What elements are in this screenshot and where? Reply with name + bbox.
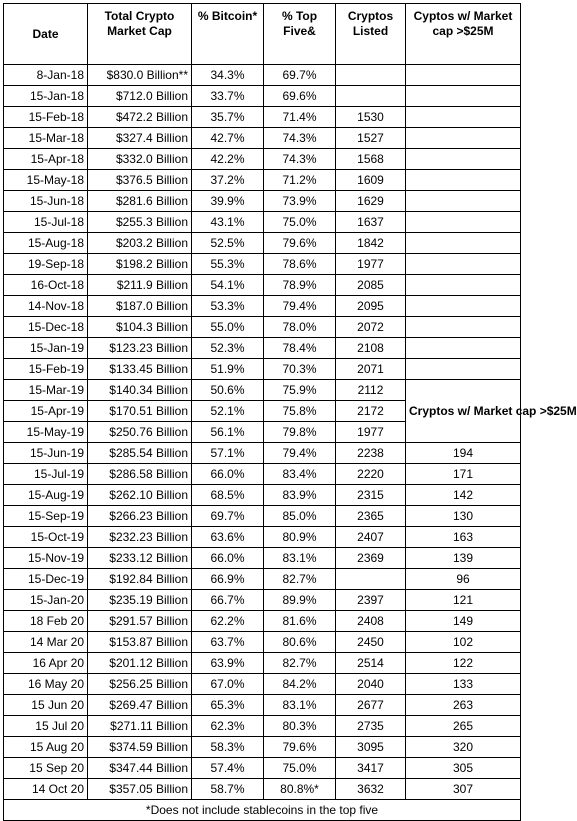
cell-cryptos-over-25m: [406, 170, 521, 191]
cell-date: 15-Aug-18: [4, 233, 88, 254]
cell-market-cap: $255.3 Billion: [88, 212, 192, 233]
cell-date: 15-Feb-18: [4, 107, 88, 128]
cell-market-cap: $332.0 Billion: [88, 149, 192, 170]
cell-bitcoin-share: 52.5%: [192, 233, 264, 254]
cell-date: 18 Feb 20: [4, 611, 88, 632]
table-header: [4, 4, 521, 65]
cell-market-cap: $235.19 Billion: [88, 590, 192, 611]
cell-market-cap: $285.54 Billion: [88, 443, 192, 464]
cell-cryptos-over-25m: [406, 317, 521, 338]
cell-top-five-share: 71.2%: [264, 170, 336, 191]
cell-cryptos-listed: 2085: [336, 275, 406, 296]
cell-cryptos-over-25m: [406, 359, 521, 380]
cell-cryptos-over-25m: [406, 149, 521, 170]
cell-cryptos-listed: 3632: [336, 779, 406, 800]
cell-cryptos-over-25m: [406, 296, 521, 317]
cell-top-five-share: 82.7%: [264, 569, 336, 590]
table-row: [4, 695, 521, 716]
cell-bitcoin-share: 52.3%: [192, 338, 264, 359]
cell-cryptos-listed: 2071: [336, 359, 406, 380]
cell-cryptos-listed: 3095: [336, 737, 406, 758]
cell-cryptos-listed: [336, 65, 406, 86]
cell-top-five-share: 83.1%: [264, 695, 336, 716]
cell-market-cap: $201.12 Billion: [88, 653, 192, 674]
cell-market-cap: $123.23 Billion: [88, 338, 192, 359]
cell-top-five-share: 79.8%: [264, 422, 336, 443]
cell-date: 15-Apr-18: [4, 149, 88, 170]
cell-market-cap: $203.2 Billion: [88, 233, 192, 254]
cell-top-five-share: 80.9%: [264, 527, 336, 548]
cell-market-cap: $376.5 Billion: [88, 170, 192, 191]
cell-date: 15 Jul 20: [4, 716, 88, 737]
cell-cryptos-listed: 2172: [336, 401, 406, 422]
cell-top-five-share: 78.9%: [264, 275, 336, 296]
header-market-cap: Total Crypto Market Cap: [88, 4, 192, 65]
cell-bitcoin-share: 56.1%: [192, 422, 264, 443]
cell-top-five-share: 79.6%: [264, 233, 336, 254]
cell-market-cap: $281.6 Billion: [88, 191, 192, 212]
cell-cryptos-listed: 2220: [336, 464, 406, 485]
cell-market-cap: $170.51 Billion: [88, 401, 192, 422]
cell-date: 14 Mar 20: [4, 632, 88, 653]
cell-market-cap: $830.0 Billion**: [88, 65, 192, 86]
cell-cryptos-over-25m: 163: [406, 527, 521, 548]
cell-bitcoin-share: 34.3%: [192, 65, 264, 86]
cell-market-cap: $286.58 Billion: [88, 464, 192, 485]
cell-cryptos-listed: 2369: [336, 548, 406, 569]
table-row: [4, 590, 521, 611]
cell-cryptos-listed: 2407: [336, 527, 406, 548]
footnote: *Does not include stablecoins in the top five: [4, 800, 521, 821]
table-row: [4, 191, 521, 212]
cell-cryptos-listed: [336, 86, 406, 107]
cell-cryptos-over-25m: 142: [406, 485, 521, 506]
cell-date: 15-Jul-18: [4, 212, 88, 233]
table-row: [4, 254, 521, 275]
cell-top-five-share: 80.8%*: [264, 779, 336, 800]
header-cryptos-over-25m: Cyptos w/ Market cap >$25M: [406, 4, 521, 65]
cell-cryptos-over-25m: 263: [406, 695, 521, 716]
table-row: [4, 632, 521, 653]
cell-market-cap: $262.10 Billion: [88, 485, 192, 506]
cell-top-five-share: 75.0%: [264, 212, 336, 233]
cell-top-five-share: 75.8%: [264, 401, 336, 422]
cell-bitcoin-share: 53.3%: [192, 296, 264, 317]
cell-cryptos-over-25m: [406, 338, 521, 359]
cell-top-five-share: 78.4%: [264, 338, 336, 359]
table-row: [4, 275, 521, 296]
cell-date: 15-Jan-20: [4, 590, 88, 611]
cell-bitcoin-share: 68.5%: [192, 485, 264, 506]
cell-bitcoin-share: 58.7%: [192, 779, 264, 800]
table-row: [4, 485, 521, 506]
cell-bitcoin-share: 43.1%: [192, 212, 264, 233]
cell-cryptos-listed: 1637: [336, 212, 406, 233]
cell-cryptos-listed: 1977: [336, 422, 406, 443]
cell-date: 15-Sep-19: [4, 506, 88, 527]
cell-cryptos-listed: 2072: [336, 317, 406, 338]
cell-bitcoin-share: 57.4%: [192, 758, 264, 779]
table-row: [4, 758, 521, 779]
cell-bitcoin-share: 52.1%: [192, 401, 264, 422]
cell-cryptos-listed: 1568: [336, 149, 406, 170]
cell-date: 16-Oct-18: [4, 275, 88, 296]
cell-bitcoin-share: 66.9%: [192, 569, 264, 590]
cell-cryptos-listed: 1842: [336, 233, 406, 254]
cell-top-five-share: 79.6%: [264, 737, 336, 758]
cell-cryptos-listed: 2108: [336, 338, 406, 359]
cell-market-cap: $187.0 Billion: [88, 296, 192, 317]
table-row: [4, 443, 521, 464]
cell-cryptos-listed: 2112: [336, 380, 406, 401]
subheader-cryptos-over-25m: Cryptos w/ Market cap >$25M: [406, 380, 521, 443]
cell-cryptos-over-25m: [406, 233, 521, 254]
cell-bitcoin-share: 67.0%: [192, 674, 264, 695]
table-row: [4, 569, 521, 590]
cell-market-cap: $192.84 Billion: [88, 569, 192, 590]
cell-date: 15-Apr-19: [4, 401, 88, 422]
cell-top-five-share: 74.3%: [264, 149, 336, 170]
header-bitcoin-share: % Bitcoin*: [192, 4, 264, 65]
cell-market-cap: $472.2 Billion: [88, 107, 192, 128]
cell-date: 15-Mar-19: [4, 380, 88, 401]
cell-cryptos-over-25m: 121: [406, 590, 521, 611]
cell-bitcoin-share: 63.9%: [192, 653, 264, 674]
table-row: [4, 212, 521, 233]
crypto-market-table: [3, 3, 577, 821]
table-row: [4, 527, 521, 548]
cell-date: 15-May-18: [4, 170, 88, 191]
cell-bitcoin-share: 50.6%: [192, 380, 264, 401]
table-row: [4, 464, 521, 485]
footnote-row: [4, 800, 521, 821]
cell-market-cap: $233.12 Billion: [88, 548, 192, 569]
cell-cryptos-over-25m: 133: [406, 674, 521, 695]
header-row: [4, 4, 521, 65]
table-row: [4, 611, 521, 632]
cell-cryptos-over-25m: [406, 107, 521, 128]
cell-market-cap: $291.57 Billion: [88, 611, 192, 632]
table-row: [4, 716, 521, 737]
cell-cryptos-over-25m: 102: [406, 632, 521, 653]
cell-market-cap: $271.11 Billion: [88, 716, 192, 737]
table-row: [4, 737, 521, 758]
cell-top-five-share: 83.4%: [264, 464, 336, 485]
cell-top-five-share: 80.6%: [264, 632, 336, 653]
cell-bitcoin-share: 63.6%: [192, 527, 264, 548]
cell-cryptos-over-25m: 149: [406, 611, 521, 632]
cell-top-five-share: 78.6%: [264, 254, 336, 275]
cell-cryptos-listed: 2040: [336, 674, 406, 695]
cell-market-cap: $357.05 Billion: [88, 779, 192, 800]
cell-market-cap: $374.59 Billion: [88, 737, 192, 758]
cell-cryptos-over-25m: [406, 254, 521, 275]
cell-top-five-share: 79.4%: [264, 296, 336, 317]
cell-date: 15 Aug 20: [4, 737, 88, 758]
cell-top-five-share: 70.3%: [264, 359, 336, 380]
cell-bitcoin-share: 42.7%: [192, 128, 264, 149]
cell-top-five-share: 74.3%: [264, 128, 336, 149]
cell-cryptos-listed: 3417: [336, 758, 406, 779]
cell-date: 8-Jan-18: [4, 65, 88, 86]
cell-cryptos-over-25m: [406, 128, 521, 149]
cell-market-cap: $140.34 Billion: [88, 380, 192, 401]
table-row: [4, 128, 521, 149]
cell-top-five-share: 79.4%: [264, 443, 336, 464]
header-cryptos-listed: Cryptos Listed: [336, 4, 406, 65]
table-row: [4, 380, 521, 401]
cell-bitcoin-share: 65.3%: [192, 695, 264, 716]
cell-date: 15-Feb-19: [4, 359, 88, 380]
cell-bitcoin-share: 37.2%: [192, 170, 264, 191]
cell-date: 15-Jan-19: [4, 338, 88, 359]
cell-date: 15-Nov-19: [4, 548, 88, 569]
cell-date: 15-Jun-18: [4, 191, 88, 212]
cell-cryptos-over-25m: 194: [406, 443, 521, 464]
cell-cryptos-listed: 1530: [336, 107, 406, 128]
cell-market-cap: $256.25 Billion: [88, 674, 192, 695]
cell-bitcoin-share: 62.3%: [192, 716, 264, 737]
cell-date: 15-Jun-19: [4, 443, 88, 464]
table-row: [4, 506, 521, 527]
cell-market-cap: $153.87 Billion: [88, 632, 192, 653]
cell-bitcoin-share: 63.7%: [192, 632, 264, 653]
cell-top-five-share: 71.4%: [264, 107, 336, 128]
cell-bitcoin-share: 66.7%: [192, 590, 264, 611]
cell-date: 14 Oct 20: [4, 779, 88, 800]
cell-top-five-share: 83.1%: [264, 548, 336, 569]
cell-date: 15 Jun 20: [4, 695, 88, 716]
cell-bitcoin-share: 54.1%: [192, 275, 264, 296]
cell-cryptos-over-25m: 96: [406, 569, 521, 590]
cell-date: 15-Dec-18: [4, 317, 88, 338]
cell-top-five-share: 75.9%: [264, 380, 336, 401]
cell-cryptos-listed: 1977: [336, 254, 406, 275]
table-row: [4, 65, 521, 86]
cell-market-cap: $327.4 Billion: [88, 128, 192, 149]
table-row: [4, 170, 521, 191]
header-top-five-share: % Top Five&: [264, 4, 336, 65]
cell-date: 15-Jan-18: [4, 86, 88, 107]
cell-cryptos-listed: 2450: [336, 632, 406, 653]
cell-market-cap: $104.3 Billion: [88, 317, 192, 338]
cell-bitcoin-share: 55.0%: [192, 317, 264, 338]
table-body: [4, 65, 577, 800]
table-row: [4, 653, 521, 674]
cell-cryptos-over-25m: 265: [406, 716, 521, 737]
cell-date: 15-Jul-19: [4, 464, 88, 485]
cell-cryptos-listed: 2238: [336, 443, 406, 464]
cell-market-cap: $211.9 Billion: [88, 275, 192, 296]
table-row: [4, 296, 521, 317]
cell-date: 15-Mar-18: [4, 128, 88, 149]
cell-cryptos-over-25m: [406, 191, 521, 212]
cell-bitcoin-share: 66.0%: [192, 464, 264, 485]
cell-date: 19-Sep-18: [4, 254, 88, 275]
cell-bitcoin-share: 66.0%: [192, 548, 264, 569]
table-row: [4, 233, 521, 254]
cell-top-five-share: 89.9%: [264, 590, 336, 611]
cell-cryptos-listed: [336, 569, 406, 590]
table-row: [4, 149, 521, 170]
cell-bitcoin-share: 42.2%: [192, 149, 264, 170]
cell-date: 16 Apr 20: [4, 653, 88, 674]
table-row: [4, 338, 521, 359]
cell-top-five-share: 69.6%: [264, 86, 336, 107]
cell-market-cap: $133.45 Billion: [88, 359, 192, 380]
table-row: [4, 86, 521, 107]
cell-market-cap: $232.23 Billion: [88, 527, 192, 548]
cell-date: 15-Aug-19: [4, 485, 88, 506]
cell-bitcoin-share: 35.7%: [192, 107, 264, 128]
cell-top-five-share: 80.3%: [264, 716, 336, 737]
cell-bitcoin-share: 55.3%: [192, 254, 264, 275]
cell-bitcoin-share: 69.7%: [192, 506, 264, 527]
cell-cryptos-over-25m: 171: [406, 464, 521, 485]
cell-date: 15-Dec-19: [4, 569, 88, 590]
cell-cryptos-listed: 2095: [336, 296, 406, 317]
cell-cryptos-over-25m: [406, 212, 521, 233]
table-row: [4, 107, 521, 128]
table-row: [4, 359, 521, 380]
cell-market-cap: $269.47 Billion: [88, 695, 192, 716]
cell-bitcoin-share: 33.7%: [192, 86, 264, 107]
cell-cryptos-listed: 2397: [336, 590, 406, 611]
cell-cryptos-over-25m: 320: [406, 737, 521, 758]
cell-date: 16 May 20: [4, 674, 88, 695]
cell-cryptos-listed: 2365: [336, 506, 406, 527]
cell-top-five-share: 69.7%: [264, 65, 336, 86]
cell-cryptos-listed: 1629: [336, 191, 406, 212]
cell-bitcoin-share: 58.3%: [192, 737, 264, 758]
cell-cryptos-listed: 2677: [336, 695, 406, 716]
cell-cryptos-over-25m: 307: [406, 779, 521, 800]
cell-bitcoin-share: 62.2%: [192, 611, 264, 632]
cell-market-cap: $250.76 Billion: [88, 422, 192, 443]
cell-cryptos-over-25m: 122: [406, 653, 521, 674]
cell-cryptos-over-25m: 130: [406, 506, 521, 527]
cell-cryptos-listed: 2514: [336, 653, 406, 674]
cell-date: 15 Sep 20: [4, 758, 88, 779]
cell-top-five-share: 82.7%: [264, 653, 336, 674]
cell-market-cap: $266.23 Billion: [88, 506, 192, 527]
cell-market-cap: $712.0 Billion: [88, 86, 192, 107]
cell-bitcoin-share: 39.9%: [192, 191, 264, 212]
cell-top-five-share: 84.2%: [264, 674, 336, 695]
table-row: [4, 317, 521, 338]
table-row: [4, 674, 521, 695]
cell-bitcoin-share: 51.9%: [192, 359, 264, 380]
cell-cryptos-listed: 1527: [336, 128, 406, 149]
cell-top-five-share: 85.0%: [264, 506, 336, 527]
cell-top-five-share: 81.6%: [264, 611, 336, 632]
cell-cryptos-listed: 2315: [336, 485, 406, 506]
cell-bitcoin-share: 57.1%: [192, 443, 264, 464]
cell-cryptos-over-25m: 305: [406, 758, 521, 779]
cell-market-cap: $198.2 Billion: [88, 254, 192, 275]
cell-cryptos-listed: 2408: [336, 611, 406, 632]
cell-top-five-share: 75.0%: [264, 758, 336, 779]
cell-date: 15-May-19: [4, 422, 88, 443]
cell-market-cap: $347.44 Billion: [88, 758, 192, 779]
cell-cryptos-over-25m: [406, 275, 521, 296]
cell-top-five-share: 83.9%: [264, 485, 336, 506]
cell-top-five-share: 78.0%: [264, 317, 336, 338]
header-date: Date: [4, 4, 88, 65]
cell-cryptos-over-25m: [406, 65, 521, 86]
table-row: [4, 548, 521, 569]
cell-cryptos-listed: 1609: [336, 170, 406, 191]
cell-top-five-share: 73.9%: [264, 191, 336, 212]
cell-date: 15-Oct-19: [4, 527, 88, 548]
table-row: [4, 779, 521, 800]
cell-cryptos-over-25m: 139: [406, 548, 521, 569]
cell-cryptos-listed: 2735: [336, 716, 406, 737]
cell-date: 14-Nov-18: [4, 296, 88, 317]
cell-cryptos-over-25m: [406, 86, 521, 107]
